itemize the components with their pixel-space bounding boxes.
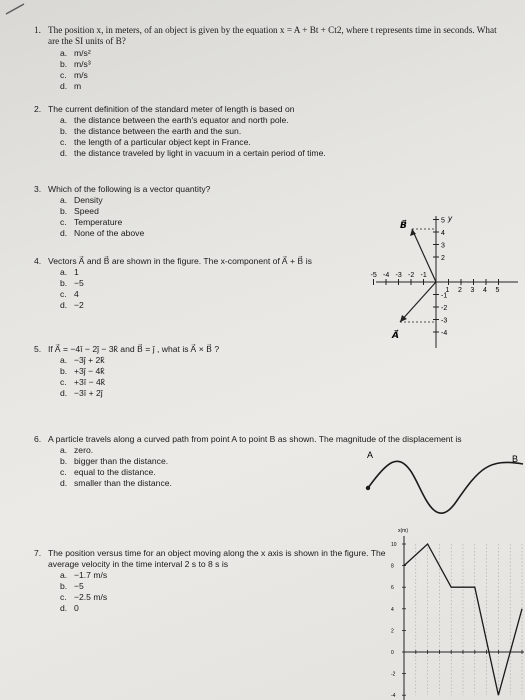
option-d: d. None of the above [60, 228, 145, 238]
curved-path [368, 461, 523, 513]
y-tick-label: -1 [441, 292, 448, 300]
y-tick-label: -2 [441, 305, 448, 312]
vector-a-line [400, 282, 436, 322]
question-3 [34, 184, 374, 239]
option-c: c. m/s [60, 70, 88, 80]
option-c: c. equal to the distance. [60, 467, 156, 477]
option-d: d. smaller than the distance. [60, 478, 172, 488]
y-tick-label: 0 [391, 650, 394, 656]
option-d: d. −3î + 2ĵ [60, 388, 103, 398]
y-tick-label: -4 [391, 693, 396, 700]
x-tick-label: -2 [408, 272, 415, 279]
graph-y-label: x(m) [398, 528, 408, 534]
x-tick-label: 2 [458, 287, 462, 294]
question-stem: The position x, in meters, of an object is given by the equation x = A + Bt + Ct2, where t represents time in seconds. What are the SI units of B? [48, 25, 499, 46]
option-a: a. 1 [60, 267, 79, 277]
vector-b-label: B⃗ [400, 220, 407, 230]
option-a: a. zero. [60, 445, 94, 455]
path-figure [338, 440, 525, 530]
vector-a-label: A⃗ [392, 330, 399, 340]
y-tick-label: 2 [391, 628, 394, 635]
question-1 [34, 25, 504, 92]
option-b: b. m/s³ [60, 59, 91, 69]
option-b: b. +3ĵ − 4k̂ [60, 366, 105, 376]
x-tick-label: -1 [420, 272, 427, 279]
y-tick-label: 10 [391, 542, 397, 548]
x-tick-label: 1 [445, 287, 450, 294]
option-a: a. −3ĵ + 2k̂ [60, 355, 105, 365]
option-d: d. m [60, 81, 82, 91]
option-a: a. Density [60, 195, 103, 205]
x-tick-label: -3 [395, 272, 402, 279]
x-tick-label: 4 [483, 287, 487, 294]
option-b: b. −5 [60, 278, 84, 288]
option-b: b. −5 [60, 581, 84, 591]
y-tick-label: 5 [441, 217, 445, 225]
option-b: b. Speed [60, 206, 99, 216]
y-axis-label: y [448, 214, 452, 223]
question-number: 3. [34, 184, 42, 194]
option-b: b. the distance between the earth and the sun. [60, 126, 242, 136]
position-time-graph [388, 522, 525, 700]
y-tick-label: -3 [441, 317, 448, 325]
position-line [404, 544, 522, 695]
option-c: c. +3î − 4k̂ [60, 377, 106, 387]
question-2 [34, 104, 494, 159]
option-c: c. the length of a particular object kept in France. [60, 137, 251, 147]
x-tick-label: 5 [495, 287, 500, 294]
option-b: b. bigger than the distance. [60, 456, 169, 466]
question-number: 7. [34, 548, 42, 558]
question-7 [34, 548, 396, 614]
question-stem: A particle travels along a curved path from point A to point B as shown. The magnitude of the displacement is [48, 434, 462, 444]
option-a: a. the distance between the earth's equator and north pole. [60, 115, 289, 125]
x-tick-label: 3 [470, 287, 475, 294]
question-number: 6. [34, 434, 42, 444]
option-a: a. −1.7 m/s [60, 570, 108, 580]
point-a-label: A [367, 450, 374, 460]
option-c: c. Temperature [60, 217, 123, 227]
question-stem: Which of the following is a vector quantity? [48, 184, 211, 194]
question-stem: The position versus time for an object moving along the x axis is shown in the figure. The average velocity in the time interval 2 s to 8 s is [48, 548, 388, 569]
y-tick-label: 8 [391, 563, 394, 570]
question-number: 4. [34, 256, 42, 266]
point-b-label: B [512, 454, 519, 464]
y-tick-label: 3 [441, 242, 445, 250]
option-d: d. the distance traveled by light in vacuum in a certain period of time. [60, 148, 326, 158]
question-stem: If A⃗ = −4î − 2ĵ − 3k̂ and B⃗ = ĵ , what is A⃗ × B⃗ ? [48, 344, 220, 354]
pen-mark [0, 0, 60, 20]
option-d: d. −2 [60, 300, 84, 310]
x-tick-label: -5 [370, 272, 377, 279]
y-tick-label: 4 [391, 606, 394, 613]
y-tick-label: -4 [441, 330, 448, 337]
x-tick-label: -4 [383, 272, 390, 279]
option-d: d. 0 [60, 603, 79, 613]
y-tick-label: 6 [391, 585, 394, 592]
graph-gridlines [416, 544, 522, 695]
y-tick-label: 4 [441, 230, 445, 237]
question-number: 1. [34, 25, 41, 35]
question-stem: Vectors A⃗ and B⃗ are shown in the figure. The x-component of A⃗ + B⃗ is [48, 256, 312, 266]
y-tick-group [433, 218, 447, 338]
option-c: c. −2.5 m/s [60, 592, 108, 602]
question-number: 2. [34, 104, 42, 114]
point-a-dot [366, 486, 370, 490]
question-number: 5. [34, 344, 42, 354]
option-a: a. m/s² [60, 48, 91, 58]
y-tick-label: -2 [391, 671, 396, 678]
vector-figure [368, 208, 525, 358]
y-tick-label: 2 [441, 255, 445, 262]
question-stem: The current definition of the standard meter of length is based on [48, 104, 295, 114]
option-c: c. 4 [60, 289, 79, 299]
question-4 [34, 256, 364, 311]
question-5 [34, 344, 364, 399]
